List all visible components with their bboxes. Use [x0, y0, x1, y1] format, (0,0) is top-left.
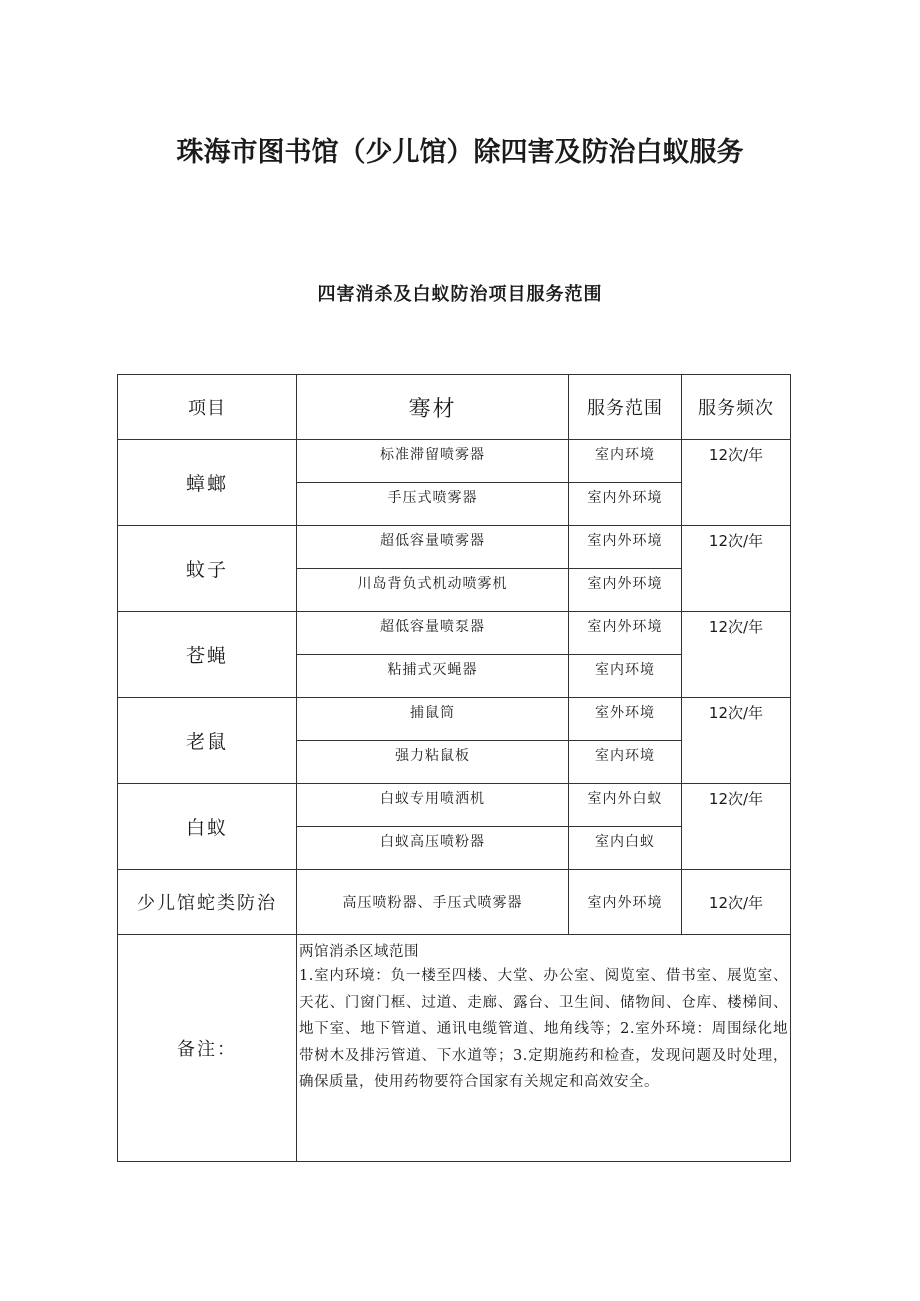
range-cell: 室内外环境	[569, 612, 682, 655]
table-header-row	[118, 375, 791, 440]
table-row	[118, 870, 791, 935]
equipment-cell: 高压喷粉器、手压式喷雾器	[297, 870, 569, 935]
notes-cell	[297, 935, 791, 1162]
range-cell: 室内外环境	[569, 483, 682, 526]
equipment-cell: 超低容量喷雾器	[297, 526, 569, 569]
equipment-cell: 强力粘鼠板	[297, 741, 569, 784]
equipment-cell: 手压式喷雾器	[297, 483, 569, 526]
pest-cell: 蚊子	[118, 526, 297, 612]
equipment-cell: 白蚁专用喷洒机	[297, 784, 569, 827]
range-cell: 室内环境	[569, 440, 682, 483]
range-cell: 室内白蚁	[569, 827, 682, 870]
table-row	[118, 698, 791, 741]
notes-body: 1.室内环境：负一楼至四楼、大堂、办公室、阅览室、借书室、展览室、天花、门窗门框、过道、走廊、露台、卫生间、储物间、仓库、楼梯间、地下室、地下管道、通讯电缆管道、地角线等；2.室外环境：周围绿化地带树木及排污管道、下水道等；3.定期施药和检查，发现问题及时处理，确保质量，使用药物要符合国家有关规定和高效安全。	[299, 968, 788, 1090]
equipment-cell: 捕鼠筒	[297, 698, 569, 741]
service-scope-table	[117, 374, 791, 1162]
header-item: 项目	[118, 375, 297, 440]
frequency-cell: 12次/年	[682, 698, 791, 784]
range-cell: 室内外环境	[569, 870, 682, 935]
range-cell: 室内外白蚁	[569, 784, 682, 827]
pest-cell: 蟑螂	[118, 440, 297, 526]
page-title: 珠海市图书馆（少儿馆）除四害及防治白蚁服务	[176, 137, 744, 168]
pest-cell: 老鼠	[118, 698, 297, 784]
notes-row	[118, 935, 791, 1162]
frequency-cell: 12次/年	[682, 612, 791, 698]
table-row	[118, 612, 791, 655]
table-row	[118, 440, 791, 483]
equipment-cell: 粘捕式灭蝇器	[297, 655, 569, 698]
table-subtitle: 四害消杀及白蚁防治项目服务范围	[317, 284, 603, 305]
pest-cell: 苍蝇	[118, 612, 297, 698]
range-cell: 室外环境	[569, 698, 682, 741]
notes-label: 备注：	[118, 935, 297, 1162]
range-cell: 室内环境	[569, 655, 682, 698]
frequency-cell: 12次/年	[682, 526, 791, 612]
frequency-cell: 12次/年	[682, 870, 791, 935]
table-row	[118, 526, 791, 569]
equipment-cell: 超低容量喷泵器	[297, 612, 569, 655]
table-row	[118, 784, 791, 827]
frequency-cell: 12次/年	[682, 784, 791, 870]
equipment-cell: 白蚁高压喷粉器	[297, 827, 569, 870]
range-cell: 室内外环境	[569, 526, 682, 569]
equipment-cell: 川岛背负式机动喷雾机	[297, 569, 569, 612]
header-frequency: 服务频次	[682, 375, 791, 440]
range-cell: 室内外环境	[569, 569, 682, 612]
pest-cell: 白蚁	[118, 784, 297, 870]
header-range: 服务范围	[569, 375, 682, 440]
frequency-cell: 12次/年	[682, 440, 791, 526]
header-equipment: 骞材	[297, 375, 569, 440]
pest-cell: 少儿馆蛇类防治	[118, 870, 297, 935]
range-cell: 室内环境	[569, 741, 682, 784]
equipment-cell: 标准滞留喷雾器	[297, 440, 569, 483]
notes-heading: 两馆消杀区域范围	[299, 944, 419, 960]
